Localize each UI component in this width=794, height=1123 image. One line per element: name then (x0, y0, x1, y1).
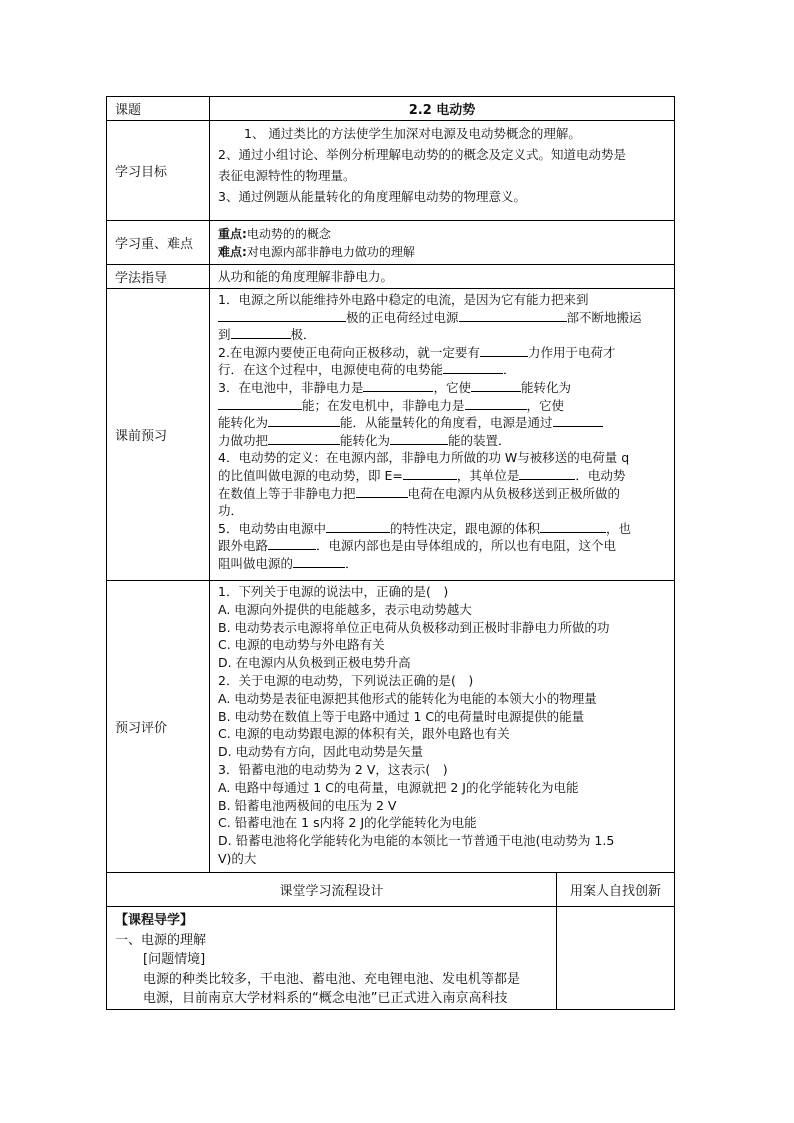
keypoints-content (210, 221, 675, 265)
guide-paragraph-line: 电源，目前南京大学材料系的“概念电池”已正式进入南京高科技 (143, 991, 508, 1006)
key-point-text: 电动势的的概念 (246, 227, 331, 241)
option-line: C. 铅蓄电池在 1 s内将 2 J的化学能转化为电能 (218, 815, 477, 831)
question-stem: 3．铅蓄电池的电动势为 2 V，这表示( ) (218, 761, 448, 777)
option-line: C. 电源的电动势与外电路有关 (218, 637, 385, 653)
difficulty-label: 难点: (218, 245, 247, 259)
option-line: A. 电动势是表征电源把其他形式的能转化为电能的本领大小的物理量 (218, 690, 597, 706)
preview-line: 功． (218, 503, 244, 519)
option-line: B. 电动势在数值上等于电路中通过 1 C的电荷量时电源提供的能量 (218, 708, 585, 724)
guide-heading: 【课程导学】 (115, 913, 194, 928)
question-stem: 1．下列关于电源的说法中，正确的是( ) (218, 584, 449, 599)
preview-row (107, 289, 675, 581)
evaluation-content (210, 581, 675, 873)
guide-row (107, 907, 675, 1010)
option-line: A. 电路中每通过 1 C的电荷量，电源就把 2 J的化学能转化为电能 (218, 779, 579, 795)
lesson-plan-page (106, 96, 674, 1010)
evaluation-row (107, 581, 675, 873)
preview-line: 4．电动势的定义：在电源内部，非静电力所做的功 W与被移送的电荷量 q (218, 450, 630, 466)
option-line: A. 电源向外提供的电能越多，表示电动势越大 (218, 601, 472, 617)
option-line: D. 铅蓄电池将化学能转化为电能的本领比一节普通干电池(电动势为 1.5 (218, 833, 615, 849)
guide-tag: [问题情境] (143, 952, 206, 967)
preview-line: 在数值上等于非静电力把 电荷在电源内从负极移送到正极所做的 (218, 485, 621, 501)
option-line: V)的大 (218, 850, 257, 866)
topic-row (107, 97, 675, 121)
preview-line: 3．在电池中，非静电力是 ，它使 能转化为 (218, 379, 571, 395)
keypoints-label: 学习重、难点 (107, 221, 210, 265)
option-line: B. 铅蓄电池两极间的电压为 2 V (218, 797, 397, 813)
preview-line: 到 极． (218, 327, 316, 343)
preview-line: 能转化为 能．从能量转化的角度看，电源是通过 (218, 414, 668, 432)
guide-content (107, 907, 557, 1010)
flow-header: 课堂学习流程设计 (107, 873, 557, 907)
evaluation-label: 预习评价 (107, 581, 210, 873)
method-text: 从功和能的角度理解非静电力。 (210, 265, 675, 289)
goal-line: 2、通过小组讨论、举例分析理解电动势的的概念及定义式。知道电动势是 (218, 147, 626, 162)
preview-line: 1．电源之所以能维持外电路中稳定的电流，是因为它有能力把来到 (218, 292, 589, 307)
preview-line: 阻叫做电源的 ． (218, 555, 358, 571)
preview-label: 课前预习 (107, 289, 210, 581)
option-line: C. 电源的电动势跟电源的体积有关，跟外电路也有关 (218, 726, 510, 742)
method-row (107, 265, 675, 289)
preview-line: 极的正电荷经过电源 部不断地搬运 (218, 309, 668, 327)
guide-section-title: 一、电源的理解 (115, 932, 207, 948)
flow-header-row (107, 873, 675, 907)
question-stem: 2．关于电源的电动势，下列说法正确的是( ) (218, 672, 474, 688)
goal-line: 3、通过例题从能量转化的角度理解电动势的物理意义。 (218, 189, 526, 204)
preview-line: 行．在这个过程中，电源使电荷的电势能 ． (218, 362, 516, 378)
lesson-plan-table (106, 96, 675, 1010)
preview-line: 力做功把 能转化为 能的装置． (218, 432, 511, 448)
preview-line: 5．电动势由电源中 的特性决定，跟电源的体积 ，也 (218, 520, 631, 536)
guide-paragraph-line: 电源的种类比较多，干电池、蓄电池、充电锂电池、发电机等都是 (143, 971, 521, 987)
difficulty-text: 对电源内部非静电力做功的理解 (246, 245, 415, 259)
preview-line: 跟外电路 ．电源内部也是由导体组成的，所以也有电阻，这个电 (218, 538, 617, 554)
goals-label: 学习目标 (107, 121, 210, 221)
method-label: 学法指导 (107, 265, 210, 289)
preview-line: 2.在电源内要使正电荷向正极移动，就一定要有 力作用于电荷才 (218, 344, 616, 360)
option-line: D. 电动势有方向，因此电动势是矢量 (218, 744, 424, 760)
goal-line: 表征电源特性的物理量。 (218, 168, 356, 183)
topic-title: 2.2 电动势 (210, 97, 675, 121)
topic-label: 课题 (107, 97, 210, 121)
option-line: D. 在电源内从负极到正极电势升高 (218, 655, 411, 671)
keypoints-row (107, 221, 675, 265)
preview-line: 的比值叫做电源的电动势，即 E= ，其单位是 ．电动势 (218, 467, 626, 483)
goals-row (107, 121, 675, 221)
preview-line: 能；在发电机中，非静电力是 ，它使 (218, 397, 668, 415)
option-line: B. 电动势表示电源将单位正电荷从负极移动到正极时非静电力所做的功 (218, 619, 610, 635)
notes-cell[interactable] (557, 907, 675, 1010)
goal-line: 1、 通过类比的方法使学生加深对电源及电动势概念的理解。 (244, 126, 581, 141)
flow-side-header: 用案人自找创新 (557, 873, 675, 907)
goals-content (210, 121, 675, 221)
key-point-label: 重点: (218, 227, 247, 241)
preview-content (210, 289, 675, 581)
